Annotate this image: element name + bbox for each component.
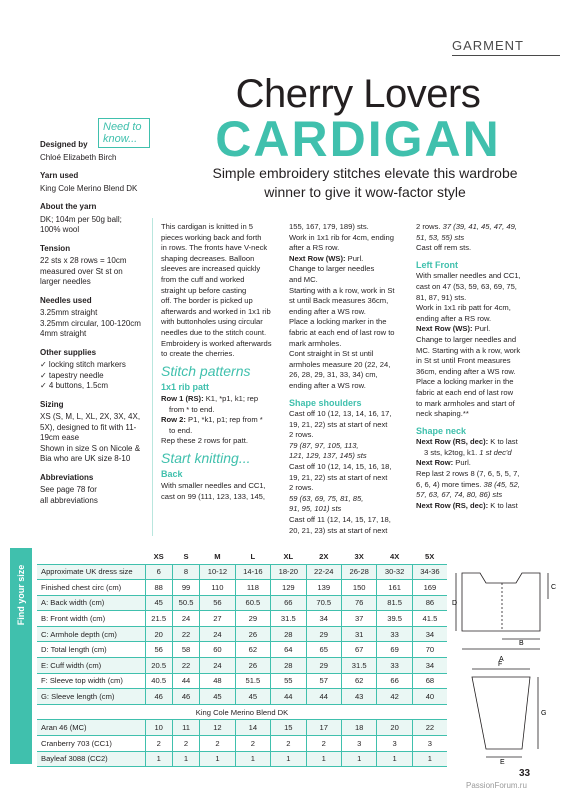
text-line: ending after a RS row. — [416, 313, 492, 323]
yarn-used: King Cole Merino Blend DK — [40, 183, 138, 193]
table-cell: 26 — [235, 626, 270, 642]
sizing-line: 5X), designed to fit with 11- — [40, 422, 137, 432]
table-cell: 88 — [145, 580, 172, 596]
table-row — [37, 642, 447, 658]
shape-shoulders-heading: Shape shoulders — [289, 397, 362, 408]
table-cell: 29 — [235, 611, 270, 627]
table-cell: 6 — [145, 564, 172, 580]
yarn-used-heading: Yarn used — [40, 171, 79, 180]
page-number: 33 — [519, 768, 531, 779]
table-cell: 44 — [306, 689, 341, 705]
text-line: 19, 21, 22) sts at start of next — [289, 419, 388, 429]
table-cell: 50.5 — [172, 595, 199, 611]
text-line: cast on 47 (53, 59, 63, 69, 75, — [416, 281, 517, 291]
table-cell: 1 — [172, 751, 199, 767]
text-line: to create the cherries. — [161, 349, 235, 359]
back-heading: Back — [161, 469, 183, 480]
about-yarn-line: DK; 104m per 50g ball; — [40, 214, 122, 224]
table-cell: 18 — [341, 720, 376, 736]
tension-line: 22 sts x 28 rows = 10cm — [40, 256, 127, 265]
subtitle-line2: winner to give it wow-factor style — [264, 184, 466, 200]
table-cell: 41.5 — [412, 611, 447, 627]
tension-line: larger needles — [40, 277, 91, 286]
table-cell: 58 — [172, 642, 199, 658]
stitch-count: 57, 63, 67, 74, 80, 86) sts — [416, 490, 503, 500]
rows-line: 2 rows. 37 (39, 41, 45, 47, 49, — [416, 222, 517, 231]
table-cell: 150 — [341, 580, 376, 596]
supplies-line: ✓ tapestry needle — [40, 370, 104, 380]
text-line: after a RS row. — [289, 243, 340, 253]
table-cell: 39.5 — [377, 611, 412, 627]
table-cell: 86 — [412, 595, 447, 611]
needles-heading: Needles used — [40, 295, 92, 305]
text-line: Cast off 10 (12, 14, 15, 16, 18, — [289, 462, 392, 472]
label-b: B — [519, 640, 524, 647]
size-table — [37, 549, 447, 767]
table-cell: 22 — [412, 720, 447, 736]
find-your-size-label: Find your size — [16, 564, 26, 626]
text-line: 20, 21, 23) sts at start of next — [289, 525, 388, 535]
schematic-diagram — [452, 549, 560, 764]
row-label: G: Sleeve length (cm) — [37, 689, 145, 705]
table-row — [37, 626, 447, 642]
table-cell: 62 — [235, 642, 270, 658]
sizing-line: Shown in size S on Nicole & — [40, 443, 141, 453]
sizing-line: XS (S, M, L, XL, 2X, 3X, 4X, — [40, 412, 141, 421]
table-cell: 10-12 — [200, 564, 235, 580]
text-line: straight up before casting — [161, 285, 247, 295]
size-table-header — [37, 549, 447, 564]
designed-by: Chloé Elizabeth Birch — [40, 152, 117, 162]
text-line: and MC. — [289, 274, 318, 284]
back-schematic — [462, 573, 540, 631]
table-cell: 1 — [235, 751, 270, 767]
table-cell: 27 — [200, 611, 235, 627]
row1-instruction-cont: from * to end. — [169, 404, 215, 414]
neck-row: Next Row (RS, dec): K to last — [416, 437, 518, 447]
repeat-line: Rep last 2 rows 8 (7, 6, 5, 5, 7, — [416, 469, 520, 479]
rib-patt-heading: 1x1 rib patt — [161, 382, 210, 393]
table-cell: 76 — [341, 595, 376, 611]
repeat-line: 6, 6, 4) more times. 38 (45, 52, — [416, 479, 520, 489]
abbreviations-heading: Abbreviations — [40, 472, 94, 482]
text-line: ending after a WS row. — [289, 380, 366, 390]
table-cell: 31 — [341, 626, 376, 642]
table-cell: 28 — [271, 626, 306, 642]
table-cell: 110 — [200, 580, 235, 596]
table-cell: 8 — [172, 564, 199, 580]
table-cell: 20 — [145, 626, 172, 642]
needles-line: 3.25mm circular, 100-120cm — [40, 318, 141, 328]
pattern-column-2 — [289, 222, 409, 536]
text-line: in St st until Front measures — [416, 356, 511, 366]
text-line: fabric at each end of last row — [416, 387, 514, 397]
text-line: fabric at each end of last row to — [289, 327, 395, 337]
text-line: Cast off 11 (12, 14, 15, 17, 18, — [289, 515, 391, 525]
supplies-line: ✓ 4 buttons, 1.5cm — [40, 381, 109, 390]
table-row — [37, 673, 447, 689]
table-cell: 43 — [341, 689, 376, 705]
table-cell: 40.5 — [145, 673, 172, 689]
row-label: F: Sleeve top width (cm) — [37, 673, 145, 689]
table-row — [37, 580, 447, 596]
text-line: to mark armholes and start of — [416, 398, 515, 408]
table-cell: 33 — [377, 658, 412, 674]
shape-neck-heading: Shape neck — [416, 425, 467, 436]
text-line: afterwards and worked in 1x1 rib — [161, 306, 271, 316]
size-header-cell: XL — [271, 549, 306, 564]
left-front-heading: Left Front — [416, 259, 458, 270]
section-label: GARMENT — [452, 38, 560, 56]
table-cell: 57 — [306, 673, 341, 689]
table-row — [37, 689, 447, 705]
text-line: 26, 28, 29, 31, 33, 34) cm, — [289, 370, 378, 380]
table-cell: 64 — [271, 642, 306, 658]
label-f: F — [498, 661, 503, 668]
table-cell: 2 — [306, 736, 341, 752]
text-line: Starting with a k row, work in St — [289, 285, 395, 295]
table-cell: 30-32 — [377, 564, 412, 580]
stitch-count: 51, 53, 55) sts — [416, 232, 465, 242]
shoulders-instructions — [289, 409, 409, 441]
text-line: Cast off 10 (12, 13, 14, 16, 17, — [289, 409, 392, 419]
table-cell: 29 — [306, 626, 341, 642]
table-cell: 1 — [200, 751, 235, 767]
table-row — [37, 658, 447, 674]
text-line: Change to larger needles and — [416, 334, 517, 344]
text-line: needles due to the stitch count. — [161, 327, 267, 337]
start-knitting-heading: Start knitting... — [161, 449, 251, 466]
abbreviations-line: See page 78 for — [40, 485, 97, 494]
size-header-cell: 4X — [377, 549, 412, 564]
stitch-count: 59 (63, 69, 75, 81, 85, — [289, 493, 364, 503]
yarn-header: King Cole Merino Blend DK — [37, 704, 447, 720]
table-cell: 66 — [377, 673, 412, 689]
table-cell: 46 — [145, 689, 172, 705]
text-line: With smaller needles and CC1, — [416, 271, 521, 281]
repeat-instruction: Rep these 2 rows for patt. — [161, 436, 248, 446]
back-instructions-cont — [289, 264, 409, 391]
sizing-heading: Sizing — [40, 399, 64, 409]
table-cell: 48 — [200, 673, 235, 689]
table-row — [37, 564, 447, 580]
size-header-cell: 3X — [341, 549, 376, 564]
table-cell: 129 — [271, 580, 306, 596]
stitch-count: 91, 95, 101) sts — [289, 504, 342, 514]
table-cell: 22-24 — [306, 564, 341, 580]
text-line: Place a locking marker in the — [416, 377, 514, 387]
subtitle — [185, 164, 545, 202]
table-cell: 51.5 — [235, 673, 270, 689]
table-cell: 24 — [200, 626, 235, 642]
text-line: 155, 167, 179, 189) sts. — [289, 222, 369, 231]
table-cell: 14 — [235, 720, 270, 736]
table-cell: 1 — [341, 751, 376, 767]
row-label: B: Front width (cm) — [37, 611, 145, 627]
table-cell: 56 — [145, 642, 172, 658]
stitch-count: 79 (87, 97, 105, 113, — [289, 440, 359, 450]
text-line: off. The border is picked up — [161, 296, 253, 306]
page-title-line1: Cherry Lovers — [235, 72, 481, 116]
table-cell: 67 — [341, 642, 376, 658]
table-cell: 69 — [377, 642, 412, 658]
table-cell: 45 — [200, 689, 235, 705]
sizing-line: Bia who are UK size 8-10 — [40, 454, 131, 463]
table-cell: 2 — [235, 736, 270, 752]
table-cell: 26 — [235, 658, 270, 674]
table-cell: 26-28 — [341, 564, 376, 580]
table-cell: 37 — [341, 611, 376, 627]
abbreviations-line: all abbreviations — [40, 495, 98, 505]
shoulders-instructions — [289, 462, 409, 494]
table-row — [37, 736, 447, 752]
supplies-heading: Other supplies — [40, 347, 97, 357]
needles-line: 3.25mm straight — [40, 308, 98, 317]
row2-instruction-cont: to end. — [169, 425, 193, 435]
table-cell: 66 — [271, 595, 306, 611]
row2-instruction: Row 2: P1, *k1, p1; rep from * — [161, 415, 263, 425]
row-label: Finished chest circ (cm) — [37, 580, 145, 596]
yarn-header-row — [37, 704, 447, 720]
table-cell: 15 — [271, 720, 306, 736]
subtitle-line1: Simple embroidery stitches elevate this wardrobe — [212, 165, 518, 181]
row-label: D: Total length (cm) — [37, 642, 145, 658]
pattern-column-1 — [161, 222, 281, 502]
table-cell: 34 — [412, 626, 447, 642]
table-cell: 1 — [306, 751, 341, 767]
pattern-column-3 — [416, 222, 536, 511]
label-g: G — [541, 710, 547, 717]
sleeve-schematic — [472, 677, 530, 749]
intro-paragraph — [161, 222, 281, 360]
text-line: shaping decreases. Balloon — [161, 253, 255, 263]
back-line: With smaller needles and CC1, — [161, 481, 266, 491]
text-line: This cardigan is knitted in 5 — [161, 222, 254, 231]
stitch-patterns-heading: Stitch patterns — [161, 362, 251, 379]
table-row — [37, 611, 447, 627]
size-header-cell: M — [200, 549, 235, 564]
table-cell: 68 — [412, 673, 447, 689]
tension-heading: Tension — [40, 243, 71, 253]
table-cell: 29 — [306, 658, 341, 674]
table-row — [37, 751, 447, 767]
table-cell: 1 — [271, 751, 306, 767]
text-line: sleeves are increased quickly — [161, 264, 261, 274]
table-cell: 118 — [235, 580, 270, 596]
text-line: Embroidery is worked afterwards — [161, 338, 272, 348]
table-cell: 33 — [377, 626, 412, 642]
size-table-body — [37, 564, 447, 767]
table-cell: 18-20 — [271, 564, 306, 580]
table-cell: 55 — [271, 673, 306, 689]
stitch-count: 121, 129, 137, 145) sts — [289, 451, 367, 461]
table-cell: 44 — [172, 673, 199, 689]
supplies-line: ✓ locking stitch markers — [40, 360, 126, 369]
text-line: 81, 87, 91) sts. — [416, 292, 467, 302]
text-line: armholes measure 20 (22, 24, — [289, 359, 391, 369]
text-line: Cont straight in St st until — [289, 349, 374, 359]
size-header-cell: 5X — [412, 549, 447, 564]
table-cell: 31.5 — [341, 658, 376, 674]
sidebar-divider — [152, 218, 153, 536]
label-a: A — [499, 656, 504, 663]
text-line: in rows. The fronts have V-neck — [161, 243, 268, 253]
tension-line: measured over St st on — [40, 266, 123, 276]
label-d: D — [452, 600, 458, 607]
table-cell: 70.5 — [306, 595, 341, 611]
table-cell: 139 — [306, 580, 341, 596]
text-line: from the cuff and worked — [161, 274, 245, 284]
back-line: cast on 99 (111, 123, 133, 145, — [161, 491, 265, 501]
table-cell: 3 — [341, 736, 376, 752]
row-label: Bayleaf 3088 (CC2) — [37, 751, 145, 767]
label-e: E — [500, 759, 505, 764]
table-cell: 21.5 — [145, 611, 172, 627]
row-label: A: Back width (cm) — [37, 595, 145, 611]
row-label: Aran 46 (MC) — [37, 720, 145, 736]
table-cell: 17 — [306, 720, 341, 736]
row-label: Cranberry 703 (CC1) — [37, 736, 145, 752]
text-line: st until Back measures 36cm, — [289, 296, 389, 306]
text-line: mark armholes. — [289, 338, 342, 348]
table-cell: 31.5 — [271, 611, 306, 627]
table-cell: 34 — [412, 658, 447, 674]
text-line: pieces working back and forth — [161, 232, 262, 242]
neck-row-cont: 3 sts, k2tog, k1. 1 st dec'd — [424, 447, 512, 457]
table-cell: 45 — [235, 689, 270, 705]
left-front-instructions — [416, 271, 536, 324]
about-yarn-heading: About the yarn — [40, 202, 97, 211]
table-cell: 60.5 — [235, 595, 270, 611]
table-cell: 60 — [200, 642, 235, 658]
row1-instruction: Row 1 (RS): K1, *p1, k1; rep — [161, 393, 259, 403]
text-line: 2 rows. — [289, 483, 314, 493]
text-line: 2 rows. — [289, 430, 314, 440]
size-header-cell: L — [235, 549, 270, 564]
table-cell: 34-36 — [412, 564, 447, 580]
table-cell: 2 — [145, 736, 172, 752]
table-cell: 22 — [172, 626, 199, 642]
table-row — [37, 720, 447, 736]
table-cell: 56 — [200, 595, 235, 611]
table-cell: 22 — [172, 658, 199, 674]
row-label: Approximate UK dress size — [37, 564, 145, 580]
table-cell: 24 — [200, 658, 235, 674]
table-cell: 24 — [172, 611, 199, 627]
need-to-know-label: Need to know... — [103, 121, 142, 145]
text-line: MC. Starting with a k row, work — [416, 345, 521, 355]
size-header-cell: XS — [145, 549, 172, 564]
table-cell: 40 — [412, 689, 447, 705]
size-header-cell: S — [172, 549, 199, 564]
row-label: C: Armhole depth (cm) — [37, 626, 145, 642]
table-cell: 12 — [200, 720, 235, 736]
page-title-line2: CARDIGAN — [215, 111, 501, 167]
text-line: Work in 1x1 rib patt for 4cm, — [416, 303, 511, 313]
table-cell: 44 — [271, 689, 306, 705]
table-cell: 14-16 — [235, 564, 270, 580]
text-line: neck shaping.** — [416, 409, 469, 419]
cast-off-line: Cast off rem sts. — [416, 243, 472, 253]
neck-row: Next Row (RS, dec): K to last — [416, 500, 518, 510]
table-cell: 10 — [145, 720, 172, 736]
header-cell-empty — [37, 549, 145, 564]
text-line: Place a locking marker in the — [289, 317, 387, 327]
sizing-line: 19cm ease — [40, 433, 80, 442]
about-yarn-line: 100% wool — [40, 225, 80, 234]
table-cell: 161 — [377, 580, 412, 596]
text-line: with buttonholes using circular — [161, 317, 263, 327]
table-cell: 1 — [412, 751, 447, 767]
next-row-instruction: Next Row (WS): Purl. — [416, 324, 491, 334]
neck-row: Next Row: Purl. — [416, 458, 471, 468]
table-cell: 20.5 — [145, 658, 172, 674]
watermark: PassionForum.ru — [466, 781, 527, 790]
table-cell: 46 — [172, 689, 199, 705]
left-front-instructions-cont — [416, 335, 536, 420]
text-line: Work in 1x1 rib for 4cm, ending — [289, 232, 394, 242]
table-cell: 34 — [306, 611, 341, 627]
shoulders-instructions — [289, 515, 409, 536]
table-row — [37, 595, 447, 611]
table-cell: 70 — [412, 642, 447, 658]
table-cell: 45 — [145, 595, 172, 611]
table-cell: 65 — [306, 642, 341, 658]
table-cell: 3 — [377, 736, 412, 752]
table-cell: 1 — [145, 751, 172, 767]
table-cell: 81.5 — [377, 595, 412, 611]
need-to-know-sidebar — [40, 140, 150, 506]
table-cell: 2 — [271, 736, 306, 752]
back-instructions — [289, 222, 409, 254]
text-line: ending after a WS row. — [289, 306, 366, 316]
table-cell: 11 — [172, 720, 199, 736]
table-cell: 169 — [412, 580, 447, 596]
table-cell: 42 — [377, 689, 412, 705]
table-cell: 2 — [200, 736, 235, 752]
table-cell: 2 — [172, 736, 199, 752]
label-c: C — [551, 584, 557, 591]
next-row-instruction: Next Row (WS): Purl. — [289, 253, 364, 263]
table-cell: 99 — [172, 580, 199, 596]
table-cell: 28 — [271, 658, 306, 674]
needles-line: 4mm straight — [40, 329, 87, 338]
table-cell: 3 — [412, 736, 447, 752]
size-header-cell: 2X — [306, 549, 341, 564]
text-line: 36cm, ending after a WS row. — [416, 366, 516, 376]
table-cell: 1 — [377, 751, 412, 767]
row-label: E: Cuff width (cm) — [37, 658, 145, 674]
table-cell: 20 — [377, 720, 412, 736]
table-cell: 62 — [341, 673, 376, 689]
designed-by-heading: Designed by — [40, 140, 88, 149]
text-line: 19, 21, 22) sts at start of next — [289, 472, 388, 482]
text-line: Change to larger needles — [289, 264, 375, 274]
